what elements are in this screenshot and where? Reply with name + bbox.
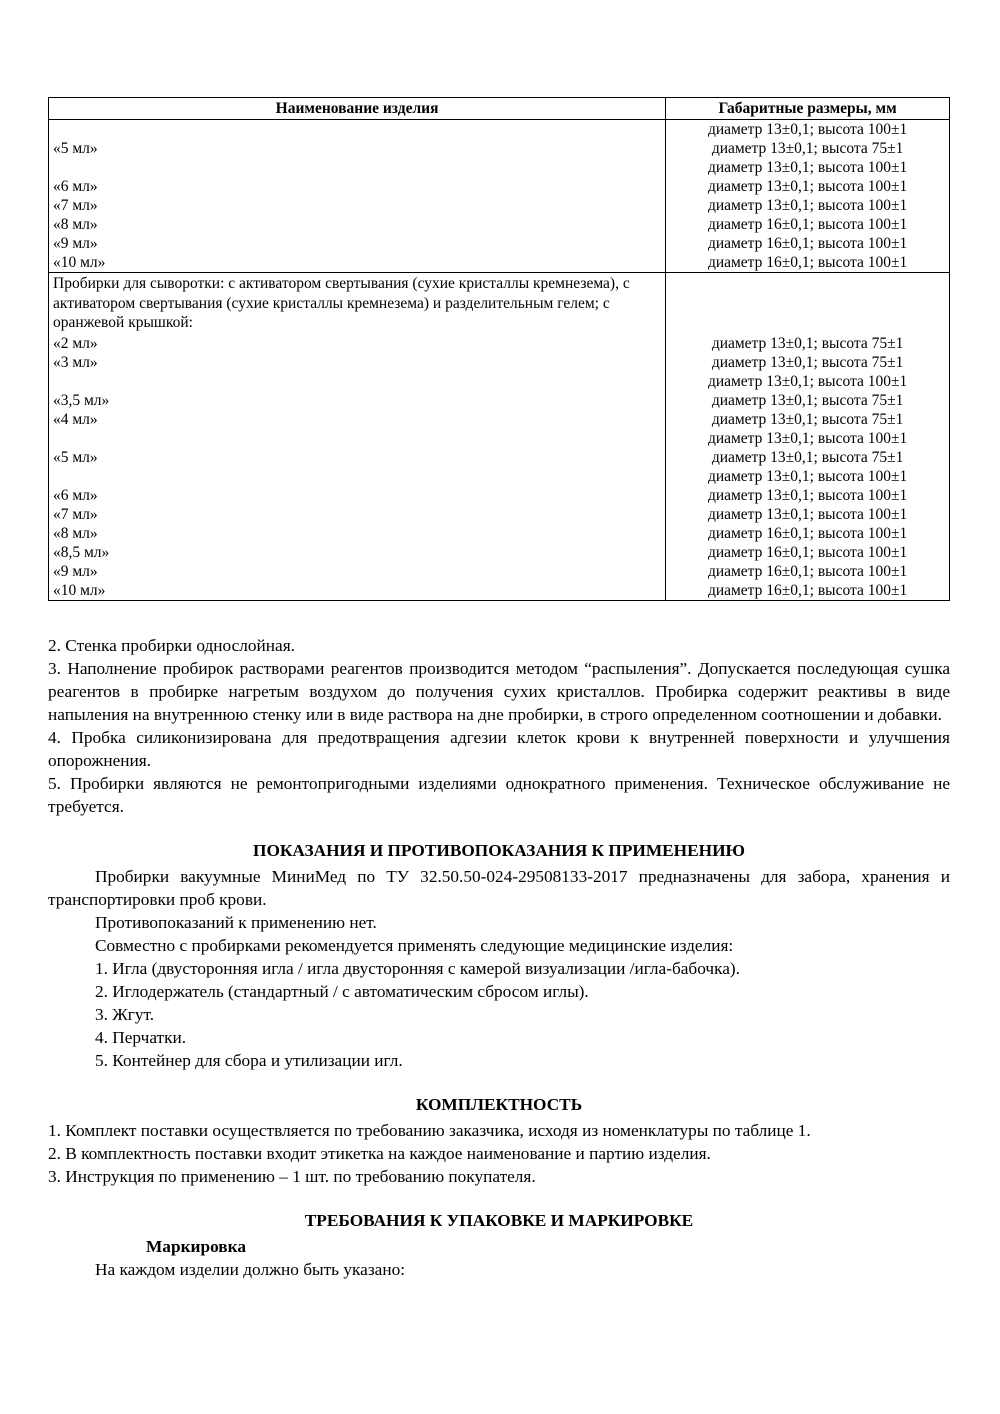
table-row	[49, 486, 950, 505]
product-size-cell: диаметр 13±0,1; высота 100±1	[666, 120, 950, 140]
table-row	[49, 353, 950, 372]
indications-paragraph-2: Противопоказаний к применению нет.	[95, 912, 377, 932]
product-size-cell: диаметр 16±0,1; высота 100±1	[666, 253, 950, 273]
product-size-cell: диаметр 13±0,1; высота 75±1	[666, 139, 950, 158]
indications-list-item-1: 1. Игла (двусторонняя игла / игла двусторонняя с камерой визуализации /игла-бабочка).	[95, 958, 740, 978]
product-size-cell: диаметр 13±0,1; высота 75±1	[666, 334, 950, 353]
product-name-cell: «10 мл»	[53, 254, 106, 271]
product-name-cell: «5 мл»	[53, 448, 98, 466]
completeness-paragraph-2: 2. В комплектность поставки входит этикетка на каждое наименование и партию изделия.	[48, 1143, 711, 1163]
table-row	[49, 177, 950, 196]
completeness-paragraph-3: 3. Инструкция по применению – 1 шт. по требованию покупателя.	[48, 1166, 536, 1186]
indications-paragraph-1: Пробирки вакуумные МиниМед по ТУ 32.50.50-024-29508133-2017 предназначены для забора, хранения и транспортировки проб крови.	[48, 866, 950, 909]
table-row	[49, 391, 950, 410]
paragraph-5: 5. Пробирки являются не ремонтопригодными изделиями однократного применения. Техническое обслуживание не требуется.	[48, 773, 950, 816]
table-header-row	[49, 98, 950, 120]
table-section-2	[49, 273, 950, 601]
table-row	[49, 448, 950, 467]
table-row	[49, 429, 950, 448]
serum-tubes-intro: Пробирки для сыворотки: с активатором свертывания (сухие кристаллы кремнезема), с активатором свертывания (сухие кристаллы кремнезема) и разделительным гелем; с оранжевой крышкой:	[49, 273, 666, 334]
table-row	[49, 139, 950, 158]
product-size-cell: диаметр 16±0,1; высота 100±1	[666, 581, 950, 601]
paragraph-4: 4. Пробка силиконизирована для предотвращения адгезии клеток крови к внутренней поверхности и улучшения опорожнения.	[48, 727, 950, 770]
table-row	[49, 253, 950, 273]
product-name-cell: «7 мл»	[53, 197, 98, 214]
product-name-cell: «9 мл»	[53, 562, 98, 580]
paragraph-2: 2. Стенка пробирки однослойная.	[48, 635, 295, 655]
product-size-cell: диаметр 13±0,1; высота 75±1	[666, 448, 950, 467]
product-dimensions-table	[48, 97, 950, 601]
indications-paragraph-3: Совместно с пробирками рекомендуется применять следующие медицинские изделия:	[95, 935, 734, 955]
product-size-cell: диаметр 13±0,1; высота 100±1	[666, 505, 950, 524]
product-size-cell: диаметр 16±0,1; высота 100±1	[666, 215, 950, 234]
product-size-cell: диаметр 16±0,1; высота 100±1	[666, 543, 950, 562]
product-size-cell: диаметр 13±0,1; высота 75±1	[666, 391, 950, 410]
table-row	[49, 334, 950, 353]
product-name-cell	[49, 372, 666, 391]
table-row	[49, 543, 950, 562]
completeness-paragraph-1: 1. Комплект поставки осуществляется по требованию заказчика, исходя из номенклатуры по таблице 1.	[48, 1120, 811, 1140]
product-size-cell: диаметр 13±0,1; высота 100±1	[666, 486, 950, 505]
table-row	[49, 562, 950, 581]
product-name-cell	[49, 429, 666, 448]
indications-list-item-3: 3. Жгут.	[95, 1004, 155, 1024]
product-name-cell	[49, 120, 666, 140]
packaging-paragraph-1: На каждом изделии должно быть указано:	[95, 1259, 406, 1279]
product-name-cell	[49, 158, 666, 177]
document-body	[48, 634, 950, 1281]
product-name-cell: «3 мл»	[53, 353, 98, 371]
table-row	[49, 505, 950, 524]
product-name-cell: «3,5 мл»	[53, 391, 110, 409]
table-row	[49, 372, 950, 391]
table-row	[49, 215, 950, 234]
packaging-heading: ТРЕБОВАНИЯ К УПАКОВКЕ И МАРКИРОВКЕ	[304, 1210, 694, 1230]
product-size-cell: диаметр 13±0,1; высота 75±1	[666, 410, 950, 429]
product-name-cell: «6 мл»	[53, 486, 98, 504]
product-size-cell: диаметр 13±0,1; высота 100±1	[666, 196, 950, 215]
table-row	[49, 467, 950, 486]
indications-list-item-4: 4. Перчатки.	[95, 1027, 187, 1047]
indications-heading: ПОКАЗАНИЯ И ПРОТИВОПОКАЗАНИЯ К ПРИМЕНЕНИЮ	[253, 840, 745, 860]
paragraph-3: 3. Наполнение пробирок растворами реагентов производится методом “распыления”. Допускается последующая сушка реагентов в пробирке нагретым воздухом до получения сухих кристаллов. Пробирка содержит реактивы в виде напыления на внутреннюю стенку или в виде раствора на дне пробирки, в строго определенном соотношении и добавки.	[48, 658, 950, 724]
product-size-cell: диаметр 13±0,1; высота 100±1	[666, 177, 950, 196]
product-size-cell: диаметр 13±0,1; высота 100±1	[666, 429, 950, 448]
product-size-cell: диаметр 13±0,1; высота 100±1	[666, 467, 950, 486]
product-size-cell: диаметр 13±0,1; высота 100±1	[666, 372, 950, 391]
table-row-serum-intro	[49, 273, 950, 334]
product-name-cell: «7 мл»	[53, 505, 98, 523]
table-row	[49, 524, 950, 543]
product-name-cell	[49, 467, 666, 486]
empty-size-cell	[666, 273, 950, 334]
table-row	[49, 158, 950, 177]
product-name-cell: «2 мл»	[53, 334, 98, 352]
product-name-cell: «5 мл»	[53, 140, 98, 157]
table-header-size: Габаритные размеры, мм	[666, 98, 950, 120]
product-name-cell: «8 мл»	[53, 216, 98, 233]
product-size-cell: диаметр 16±0,1; высота 100±1	[666, 524, 950, 543]
table-row	[49, 581, 950, 601]
marking-subheading: Маркировка	[146, 1236, 246, 1256]
product-size-cell: диаметр 13±0,1; высота 100±1	[666, 158, 950, 177]
indications-list-item-5: 5. Контейнер для сбора и утилизации игл.	[95, 1050, 403, 1070]
product-size-cell: диаметр 16±0,1; высота 100±1	[666, 234, 950, 253]
completeness-heading: КОМПЛЕКТНОСТЬ	[415, 1094, 583, 1114]
product-name-cell: «10 мл»	[53, 581, 106, 599]
product-name-cell: «8 мл»	[53, 524, 98, 542]
product-size-cell: диаметр 16±0,1; высота 100±1	[666, 562, 950, 581]
indications-list-item-2: 2. Иглодержатель (стандартный / с автоматическим сбросом иглы).	[95, 981, 589, 1001]
product-name-cell: «8,5 мл»	[53, 543, 110, 561]
table-header-name: Наименование изделия	[49, 98, 666, 120]
product-name-cell: «9 мл»	[53, 235, 98, 252]
table-row	[49, 120, 950, 140]
table-row	[49, 234, 950, 253]
product-name-cell: «4 мл»	[53, 410, 98, 428]
table-row	[49, 196, 950, 215]
table-section-1	[49, 120, 950, 273]
product-name-cell: «6 мл»	[53, 178, 98, 195]
table-row	[49, 410, 950, 429]
product-size-cell: диаметр 13±0,1; высота 75±1	[666, 353, 950, 372]
